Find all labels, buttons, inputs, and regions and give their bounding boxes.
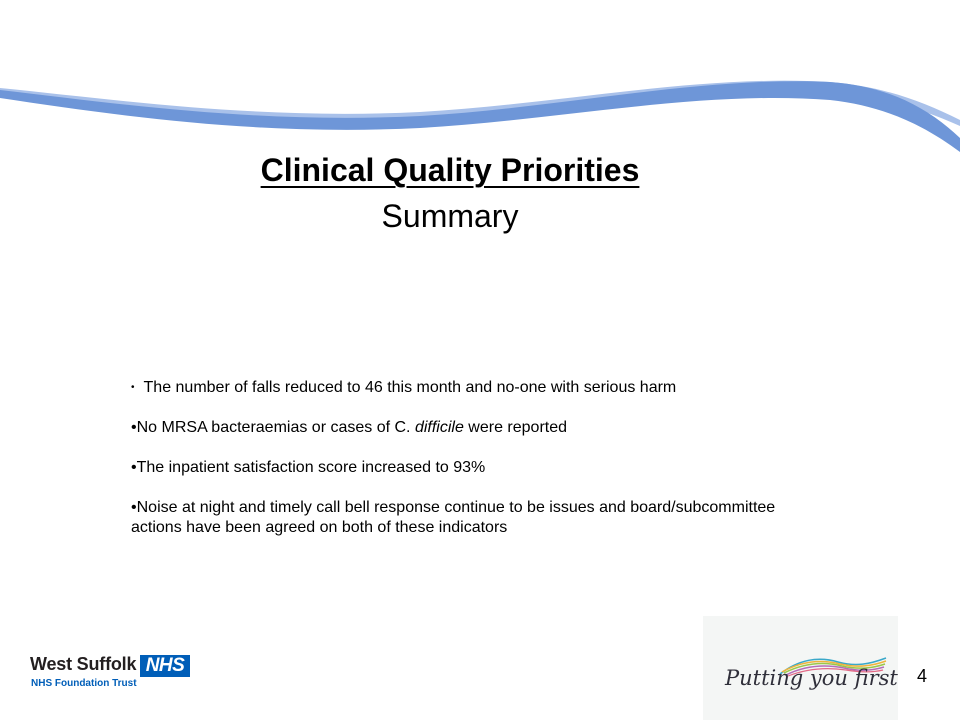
bullet-text: No MRSA bacteraemias or cases of C. (136, 419, 415, 436)
bullet-marker: • (131, 419, 137, 436)
swoosh-main (0, 81, 960, 152)
bullet-text: Noise at night and timely call bell response continue to be issues and board/subcommittee actions have been agreed on both of these indicators (131, 499, 776, 536)
nhs-badge: NHS (140, 655, 190, 677)
nhs-trust-logo (30, 654, 200, 694)
bullet-text: were reported (463, 419, 568, 436)
page-number: 4 (917, 666, 928, 686)
bullet-item (131, 418, 811, 438)
bullet-item (131, 458, 811, 478)
bullet-list (131, 378, 811, 558)
bullet-text: The inpatient satisfaction score increased to 93% (136, 459, 486, 476)
slide-subtitle: Summary (381, 198, 519, 234)
bullet-marker: • (131, 459, 137, 476)
bullet-item (131, 378, 811, 398)
bullet-marker: • (131, 382, 135, 393)
bullet-text: The number of falls reduced to 46 this month and no-one with serious harm (143, 379, 677, 396)
putting-you-first-text: Putting you first (725, 666, 898, 690)
bullet-text-italic: difficile (414, 419, 464, 436)
putting-you-first-logo (703, 616, 898, 720)
bullet-marker: • (131, 499, 137, 516)
nhs-org-name: West Suffolk (30, 654, 137, 674)
bullet-item (131, 498, 811, 538)
nhs-trust-subtitle: NHS Foundation Trust (31, 678, 137, 689)
slide-title: Clinical Quality Priorities (260, 152, 640, 188)
